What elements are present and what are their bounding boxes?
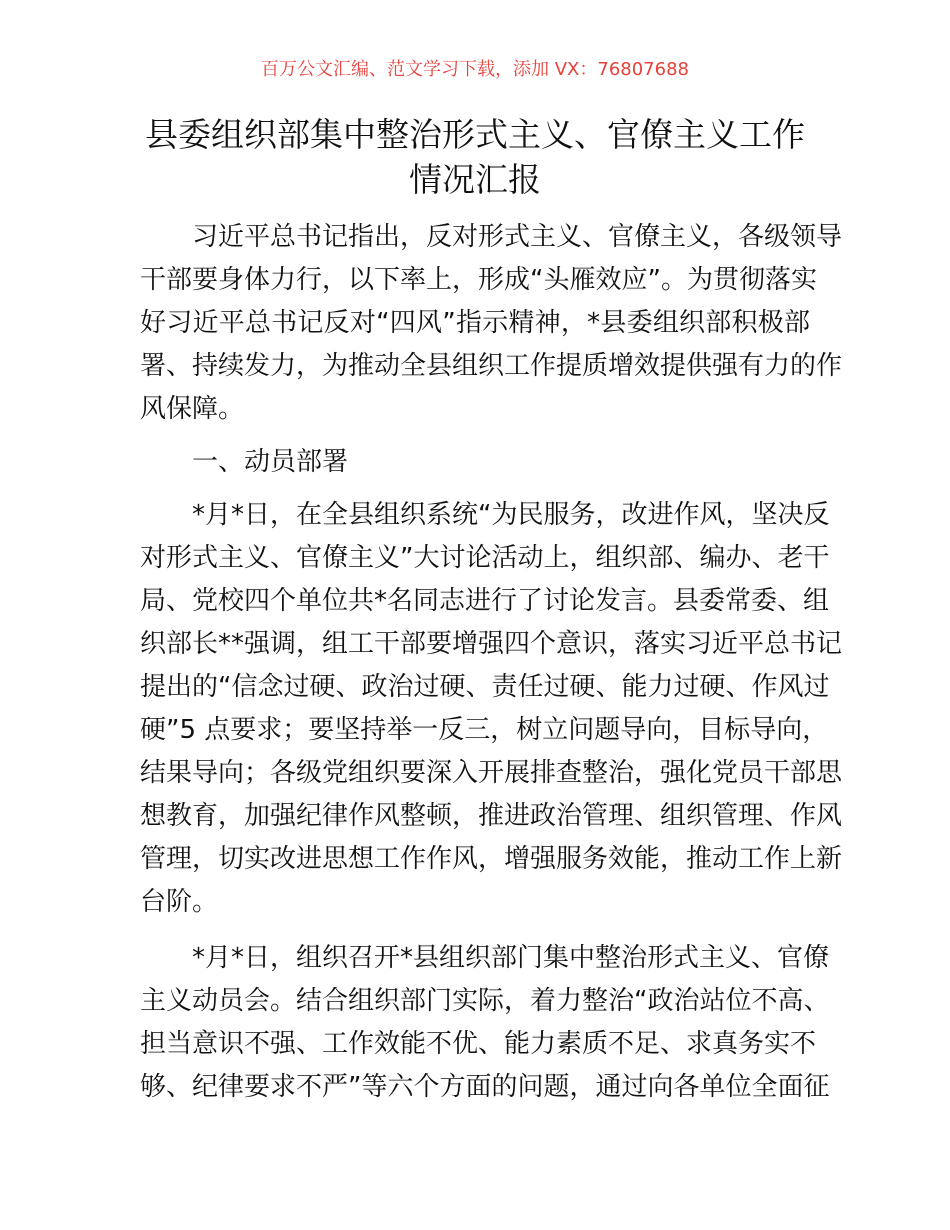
section-heading: 一、动员部署 <box>192 447 349 477</box>
paragraph-line: 够、纪律要求不严”等六个方面的问题，通过向各单位全面征 <box>140 1072 830 1102</box>
paragraph-line: 提出的“信念过硬、政治过硬、责任过硬、能力过硬、作风过 <box>140 672 830 702</box>
paragraph-line: 局、党校四个单位共*名同志进行了讨论发言。县委常委、组 <box>140 586 830 616</box>
paragraph-line: 结果导向；各级党组织要深入开展排查整治，强化党员干部思 <box>140 758 843 788</box>
paragraph-line: 织部长**强调，组工干部要增强四个意识，落实习近平总书记 <box>140 629 843 659</box>
paragraph-line: 管理，切实改进思想工作作风，增强服务效能，推动工作上新 <box>140 844 843 874</box>
paragraph-line: 干部要身体力行，以下率上，形成“头雁效应”。为贯彻落实 <box>140 265 817 295</box>
paragraph-line: 署、持续发力，为推动全县组织工作提质增效提供强有力的作 <box>140 351 843 381</box>
watermark: 百万公文汇编、范文学习下载，添加 VX：76807688 <box>261 59 689 80</box>
paragraph-line: *月*日，组织召开*县组织部门集中整治形式主义、官僚 <box>192 943 830 973</box>
paragraph-line: 对形式主义、官僚主义”大讨论活动上，组织部、编办、老干 <box>140 543 830 573</box>
paragraph-line: 主义动员会。结合组织部门实际，着力整治“政治站位不高、 <box>140 986 830 1016</box>
document-title-line-1: 县委组织部集中整治形式主义、官僚主义工作 <box>145 115 805 154</box>
paragraph-line: 想教育，加强纪律作风整顿，推进政治管理、组织管理、作风 <box>140 801 843 831</box>
paragraph-line: 风保障。 <box>140 394 245 424</box>
paragraph-line: 硬”5 点要求；要坚持举一反三，树立问题导向，目标导向， <box>140 715 829 745</box>
paragraph-line: 习近平总书记指出，反对形式主义、官僚主义，各级领导 <box>192 222 843 252</box>
paragraph-line: 担当意识不强、工作效能不优、能力素质不足、求真务实不 <box>140 1029 817 1059</box>
paragraph-line: 台阶。 <box>140 887 219 917</box>
paragraph-line: 好习近平总书记反对“四风”指示精神，*县委组织部积极部 <box>140 308 810 338</box>
document-title-line-2: 情况汇报 <box>409 160 541 199</box>
paragraph-line: *月*日，在全县组织系统“为民服务，改进作风，坚决反 <box>192 500 830 530</box>
